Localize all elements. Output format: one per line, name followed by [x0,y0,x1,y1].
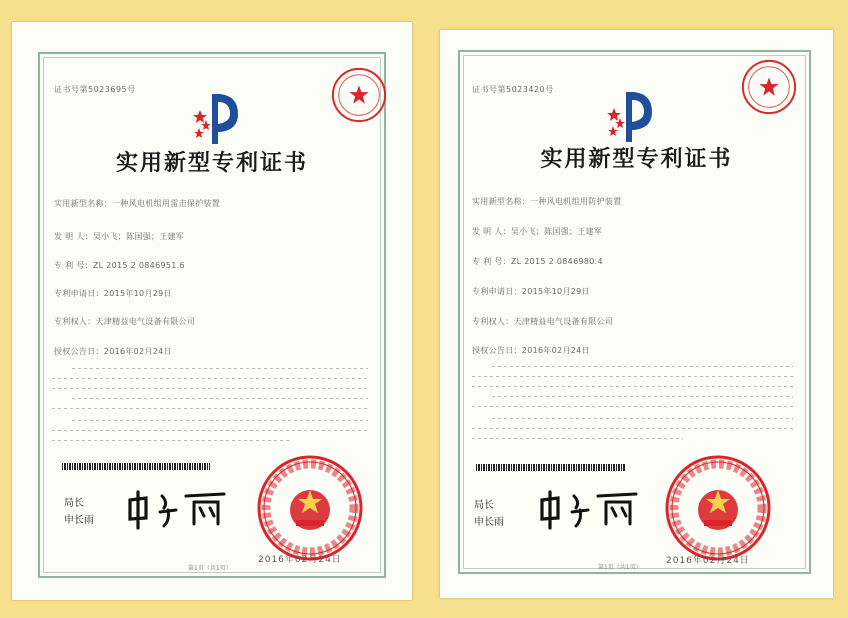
certificate-barcode [62,463,210,470]
body-text-line [72,420,368,421]
body-text-line [52,378,368,379]
certificate-title: 实用新型专利证书 [540,146,733,172]
inventor-field: 发 明 人：吴小飞；陈国强；王建军 [472,227,603,236]
body-text-line [72,368,368,369]
corner-seal-icon [330,66,388,124]
director-title: 局长 [64,498,84,509]
certificate-number: 证书号第5023420号 [472,85,554,94]
director-signature-icon [536,488,646,530]
certificate-title: 实用新型专利证书 [115,150,308,176]
official-seal-icon [256,454,364,562]
official-seal-icon [664,454,772,562]
certificate-number: 证书号第5023695号 [54,85,136,94]
utility-model-name: 实用新型名称：一种风电机组用雷击保护装置 [54,199,220,208]
body-text-line [472,406,793,407]
body-text-line [72,398,368,399]
body-text-line [52,440,292,441]
seal-date: 2016年02月24日 [258,555,342,565]
director-name: 申长雨 [64,515,94,526]
filing-date-field: 专利申请日：2015年10月29日 [54,289,172,298]
director-title: 局长 [474,500,494,511]
seal-date: 2016年02月24日 [666,556,750,566]
body-text-line [52,430,368,431]
body-text-line [472,376,793,377]
body-text-line [492,396,793,397]
patent-office-logo-icon [604,86,660,146]
utility-model-name: 实用新型名称：一种风电机组用防护装置 [472,197,622,206]
page-number: 第1页（共1页） [188,565,232,572]
patentee-field: 专利权人：天津精益电气设备有限公司 [54,317,196,326]
body-text-line [472,438,683,439]
patent-number-field: 专 利 号：ZL 2015 2 0846951.6 [54,261,185,270]
inventor-field: 发 明 人：吴小飞；陈国强；王建军 [54,232,185,241]
corner-seal-icon [740,58,798,116]
body-text-line [472,386,793,387]
filing-date-field: 专利申请日：2015年10月29日 [472,287,590,296]
body-text-line [492,418,793,419]
body-text-line [52,388,368,389]
director-name: 申长雨 [474,517,504,528]
page-number: 第1页（共1页） [598,564,642,571]
body-text-line [492,366,793,367]
patent-number-field: 专 利 号：ZL 2015 2 0846980.4 [472,257,603,266]
certificate-barcode [476,464,626,471]
patent-office-logo-icon [190,88,246,148]
grant-date-field: 授权公告日：2016年02月24日 [472,346,590,355]
body-text-line [52,408,368,409]
body-text-line [472,428,793,429]
director-signature-icon [124,488,234,530]
patent-certificate-left [12,22,412,600]
patentee-field: 专利权人：天津精益电气设备有限公司 [472,317,614,326]
patent-certificate-right [440,30,833,598]
grant-date-field: 授权公告日：2016年02月24日 [54,347,172,356]
